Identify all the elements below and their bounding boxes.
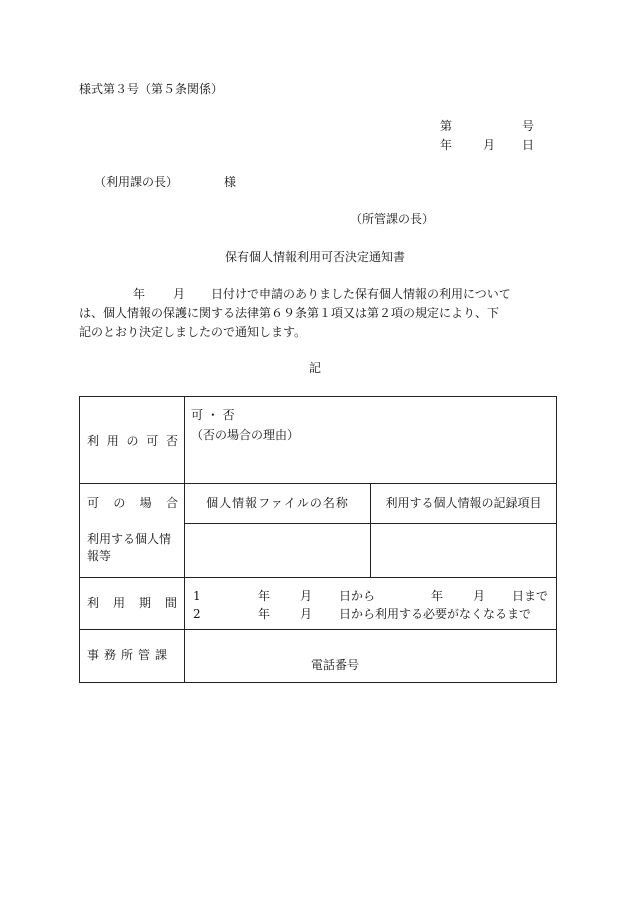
date-day: 日 — [522, 138, 535, 152]
body-date-month: 月 — [173, 287, 186, 301]
record-items-header: 利用する個人情報の記録項目 — [385, 496, 542, 510]
date-month: 月 — [483, 138, 496, 152]
label-char: 合 — [165, 496, 178, 510]
period-2-year: 年 — [258, 607, 271, 621]
date-year: 年 — [440, 138, 453, 152]
period-2-number: 2 — [193, 607, 201, 621]
label-char: 用 — [106, 434, 119, 448]
row-divider-1 — [80, 483, 556, 484]
phone-number-label: 電話番号 — [311, 658, 360, 672]
body-line1: 日付けで申請のありました保有個人情報の利用について — [211, 287, 511, 301]
decision-table — [79, 396, 557, 683]
sender: （所管課の長） — [350, 212, 435, 226]
label-char: 可 — [146, 434, 159, 448]
body-date-year: 年 — [133, 287, 146, 301]
recipient: （利用課の長） — [94, 175, 179, 189]
label-column-divider — [184, 397, 185, 682]
body-line3: 記のとおり決定しましたので通知します。 — [79, 325, 307, 339]
period-2-rest: 日から利用する必要がなくなるまで — [339, 607, 532, 621]
row2-label-top — [87, 495, 178, 511]
label-char: の — [126, 434, 139, 448]
period-1-year-2: 年 — [431, 589, 444, 603]
row1-choice: 可 ・ 否 — [191, 408, 235, 422]
label-char: 場 — [139, 496, 152, 510]
period-1-month: 月 — [300, 589, 313, 603]
label-char: の — [113, 496, 126, 510]
period-1-until: 日まで — [512, 589, 549, 603]
row-divider-3 — [80, 629, 556, 630]
label-char: 否 — [165, 434, 178, 448]
row3-label: 利用期間 — [87, 596, 192, 610]
label-char: 利 — [87, 434, 100, 448]
period-1-year: 年 — [258, 589, 271, 603]
period-1-number: 1 — [193, 589, 201, 603]
body-line2: は、個人情報の保護に関する法律第６９条第１項又は第２項の規定により、下 — [79, 306, 500, 320]
period-1-from: 日から — [339, 589, 376, 603]
period-1-month-2: 月 — [473, 589, 486, 603]
row2-label-bottom-2: 報等 — [87, 549, 112, 563]
file-name-header: 個人情報ファイルの名称 — [206, 496, 349, 510]
label-char: 可 — [87, 496, 100, 510]
row1-reason: （否の場合の理由） — [191, 428, 300, 442]
row1-label — [87, 433, 178, 449]
recipient-honorific: 様 — [224, 175, 237, 189]
period-2-month: 月 — [300, 607, 313, 621]
row-divider-2 — [80, 577, 556, 578]
document-title: 保有個人情報利用可否決定通知書 — [224, 250, 405, 264]
document-number-suffix: 号 — [522, 119, 535, 133]
form-number: 様式第３号（第５条関係） — [79, 82, 224, 96]
row4-label: 事務所管課 — [87, 648, 173, 662]
row2-label-bottom-1: 利用する個人情 — [87, 532, 172, 546]
ki-heading: 記 — [308, 361, 321, 375]
document-number-prefix: 第 — [440, 119, 453, 133]
